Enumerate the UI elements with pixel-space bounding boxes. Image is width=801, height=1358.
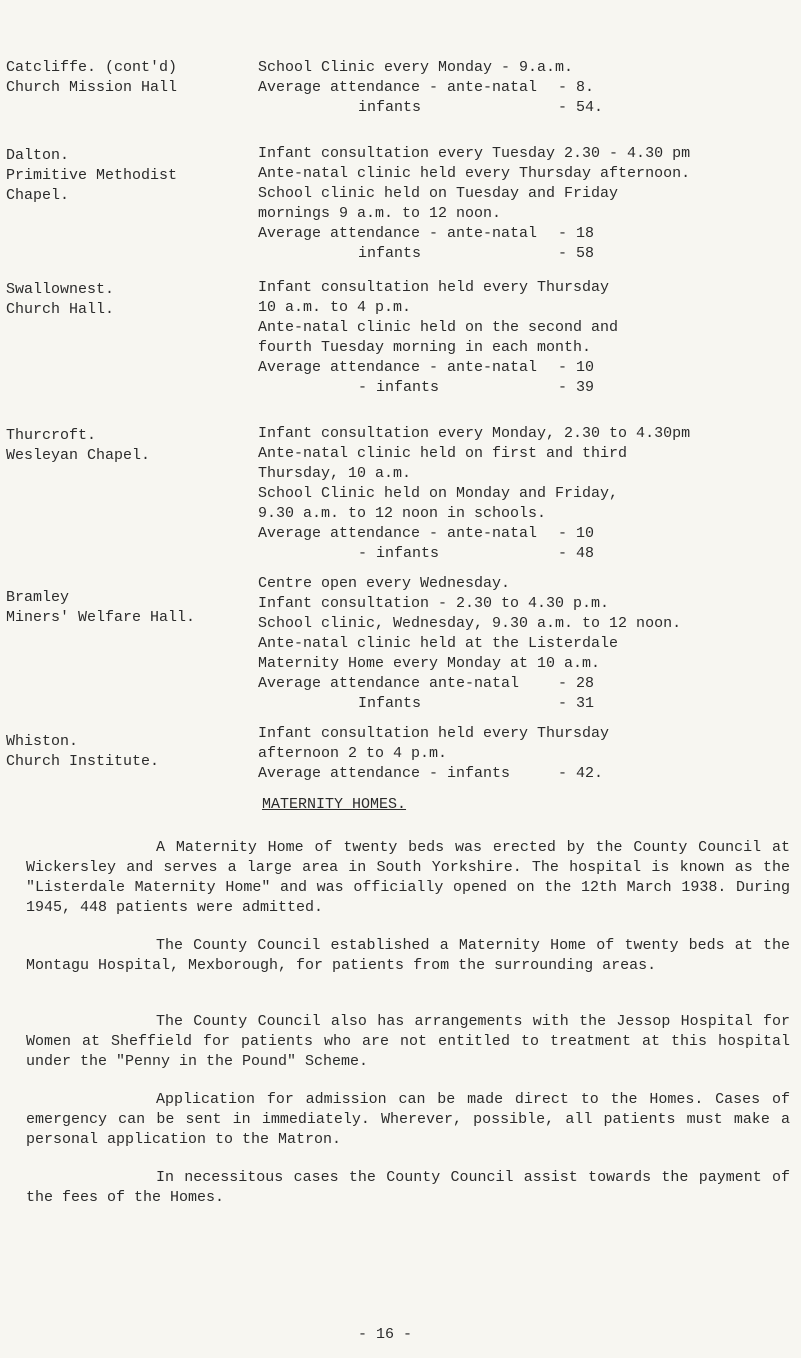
attendance-antenatal: Average attendance - ante-natal - 18 (258, 225, 595, 242)
clinic-details-thurcroft (258, 424, 798, 564)
detail-line: School clinic held on Tuesday and Friday (258, 185, 619, 202)
venue-place: Church Mission Hall (6, 79, 178, 96)
paragraph (26, 838, 790, 918)
detail-line: School clinic, Wednesday, 9.30 a.m. to 12 noon. (258, 615, 682, 632)
detail-line: Ante-natal clinic held on the second and (258, 319, 619, 336)
venue-name: Whiston. (6, 733, 79, 750)
attendance-infants: infants - 54. (358, 99, 604, 116)
venue-name: Thurcroft. (6, 427, 97, 444)
detail-line: School Clinic held on Monday and Friday, (258, 485, 619, 502)
detail-line: Centre open every Wednesday. (258, 575, 511, 592)
attendance-antenatal: Average attendance - ante-natal - 10 (258, 525, 595, 542)
attendance-antenatal: Average attendance ante-natal - 28 (258, 675, 595, 692)
venue-place: Church Hall. (6, 301, 115, 318)
detail-line: Infant consultation every Tuesday 2.30 - 4.30 pm (258, 145, 691, 162)
paragraph (26, 1012, 790, 1072)
venue-dalton (6, 146, 246, 206)
detail-line: Infant consultation - 2.30 to 4.30 p.m. (258, 595, 610, 612)
detail-line: mornings 9 a.m. to 12 noon. (258, 205, 502, 222)
detail-line: fourth Tuesday morning in each month. (258, 339, 592, 356)
attendance-infants: infants - 58 (358, 245, 595, 262)
venue-name: Dalton. (6, 147, 70, 164)
paragraph-text: In necessitous cases the County Council assist towards the payment of the fees of the Homes. (26, 1169, 790, 1206)
detail-line: Maternity Home every Monday at 10 a.m. (258, 655, 601, 672)
venue-place: Wesleyan Chapel. (6, 447, 151, 464)
venue-bramley (6, 588, 246, 628)
clinic-details-swallownest (258, 278, 798, 398)
paragraph (26, 936, 790, 976)
detail-line: Ante-natal clinic held at the Listerdale (258, 635, 619, 652)
attendance-infants: Infants - 31 (358, 695, 595, 712)
venue-thurcroft (6, 426, 246, 466)
paragraph-text: The County Council established a Maternity Home of twenty beds at the Montagu Hospital, Mexborough, for patients from the surrounding areas. (26, 937, 790, 974)
venue-place: Church Institute. (6, 753, 160, 770)
clinic-details-whiston (258, 724, 798, 784)
paragraph (26, 1090, 790, 1150)
detail-line: Infant consultation held every Thursday (258, 725, 610, 742)
clinic-details-dalton (258, 144, 798, 264)
venue-place: Chapel. (6, 187, 70, 204)
section-heading: MATERNITY HOMES. (262, 796, 407, 813)
clinic-details-bramley (258, 574, 798, 714)
detail-line: Thursday, 10 a.m. (258, 465, 412, 482)
detail-line: 10 a.m. to 4 p.m. (258, 299, 412, 316)
attendance-infants: - infants - 48 (358, 545, 595, 562)
paragraph-text: A Maternity Home of twenty beds was erected by the County Council at Wickersley and serves a large area in South Yorkshire. The hospital is known as the "Listerdale Maternity Home" and was officially opened on the 12th March 1938. During 1945, 448 patients were admitted. (26, 839, 790, 916)
venue-place: Miners' Welfare Hall. (6, 609, 196, 626)
detail-line: 9.30 a.m. to 12 noon in schools. (258, 505, 547, 522)
page-number: - 16 - (358, 1326, 413, 1343)
venue-name: Catcliffe. (cont'd) (6, 59, 178, 76)
attendance-antenatal: Average attendance - ante-natal - 10 (258, 359, 595, 376)
detail-line: afternoon 2 to 4 p.m. (258, 745, 448, 762)
detail-line: Ante-natal clinic held every Thursday afternoon. (258, 165, 691, 182)
venue-place: Primitive Methodist (6, 167, 178, 184)
venue-swallownest (6, 280, 246, 320)
detail-line: Ante-natal clinic held on first and third (258, 445, 628, 462)
venue-name: Swallownest. (6, 281, 115, 298)
venue-catcliffe (6, 58, 246, 98)
detail-line: Infant consultation held every Thursday (258, 279, 610, 296)
paragraph-text: Application for admission can be made direct to the Homes. Cases of emergency can be sent in immediately. Wherever, possible, all patients must make a personal application to the Matron. (26, 1091, 790, 1148)
venue-name: Bramley (6, 589, 70, 606)
detail-line: Infant consultation every Monday, 2.30 to 4.30pm (258, 425, 691, 442)
attendance-antenatal: Average attendance - ante-natal - 8. (258, 79, 595, 96)
detail-line: School Clinic every Monday - 9.a.m. (258, 59, 574, 76)
clinic-details-catcliffe (258, 58, 798, 118)
venue-whiston (6, 732, 246, 772)
paragraph-text: The County Council also has arrangements with the Jessop Hospital for Women at Sheffield for patients who are not entitled to treatment at this hospital under the "Penny in the Pound" Scheme. (26, 1013, 790, 1070)
paragraph (26, 1168, 790, 1208)
attendance-infants: - infants - 39 (358, 379, 595, 396)
attendance-infants: Average attendance - infants - 42. (258, 765, 604, 782)
